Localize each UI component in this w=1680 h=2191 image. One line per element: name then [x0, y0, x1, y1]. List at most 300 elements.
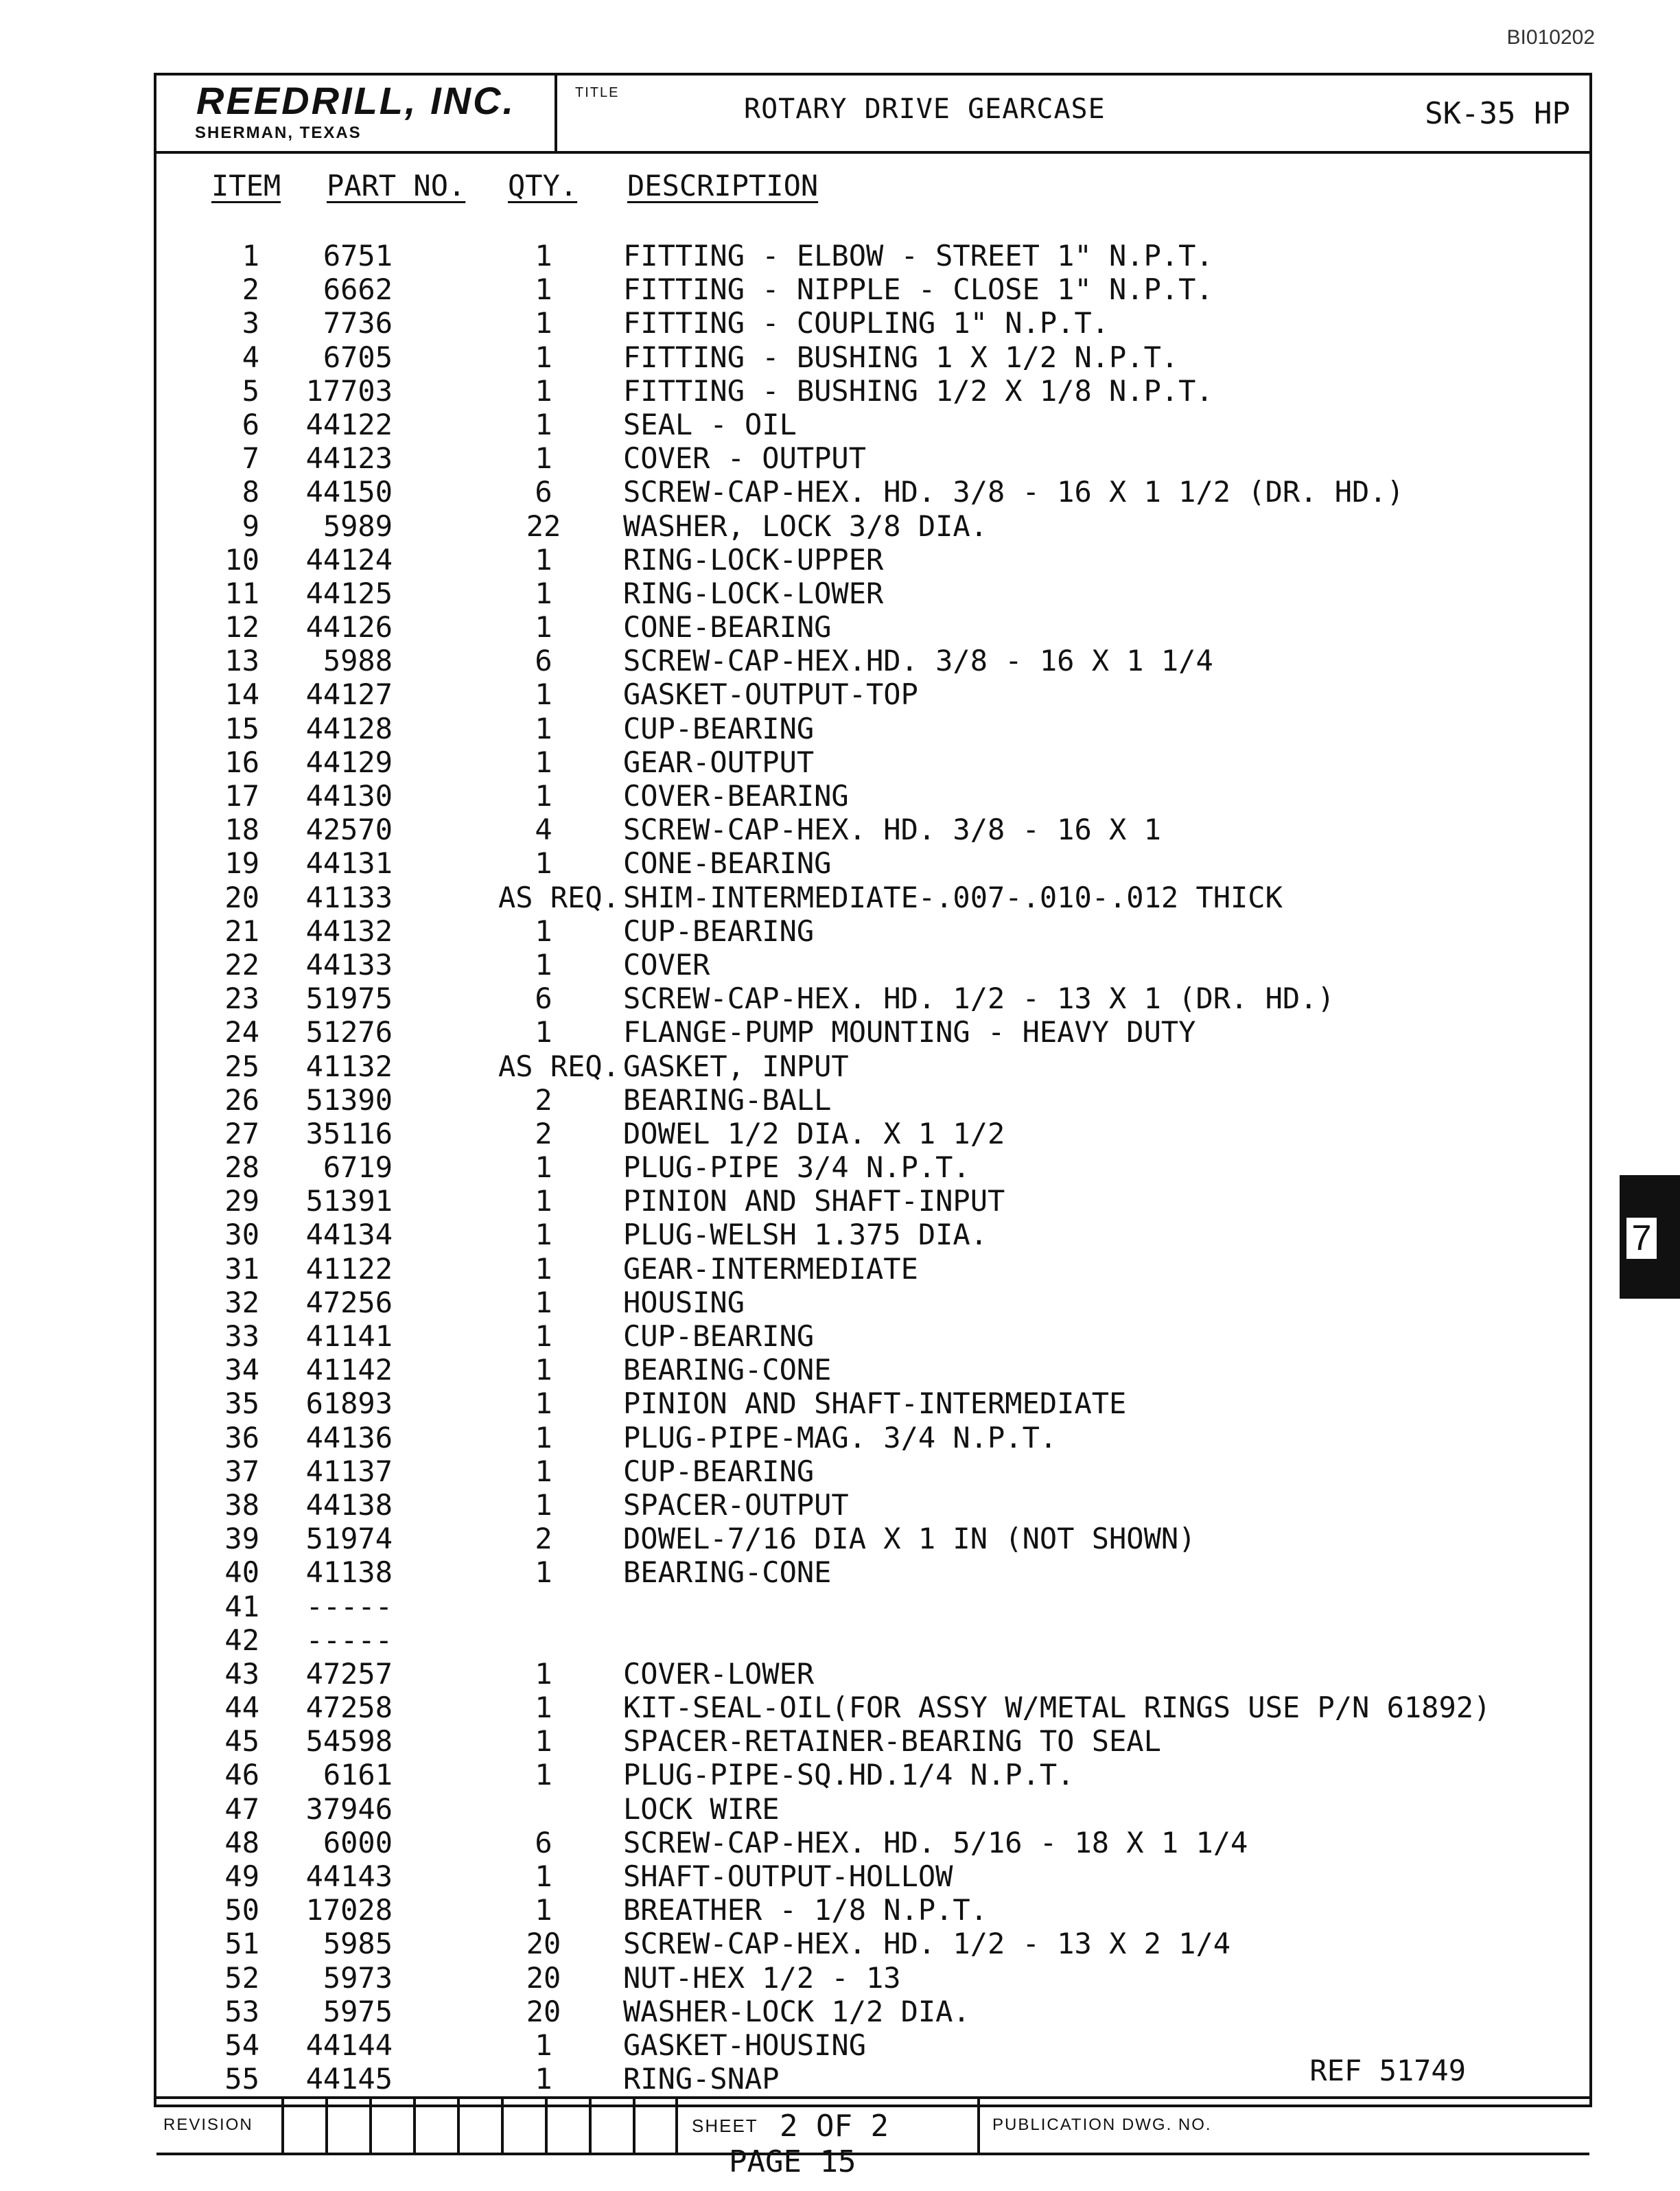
part-number: ----- [305, 1623, 393, 1657]
description: SPACER-RETAINER-BEARING TO SEAL [623, 1724, 1161, 1759]
part-number: 51975 [305, 982, 393, 1016]
quantity: 6 [535, 475, 552, 509]
quantity: 1 [535, 239, 552, 273]
quantity: 1 [535, 1420, 552, 1454]
column-header-part-no: PART NO. [327, 169, 466, 202]
table-row [156, 1590, 1589, 1623]
description: CONE-BEARING [623, 610, 832, 645]
table-row [156, 1353, 1589, 1387]
part-number: 41133 [305, 880, 393, 914]
publication-divider [977, 2099, 980, 2153]
table-row [156, 677, 1589, 711]
revision-cell [589, 2099, 592, 2153]
description: SPACER-OUTPUT [623, 1487, 849, 1522]
parts-table-body [156, 239, 1589, 2096]
description: SHIM-INTERMEDIATE-.007-.010-.012 THICK [623, 880, 1283, 914]
description: COVER [623, 947, 710, 982]
revision-cell [545, 2099, 548, 2153]
sheet-divider [675, 2099, 678, 2153]
item-number: 36 [224, 1420, 259, 1454]
table-row [156, 1691, 1589, 1724]
company-name: REEDRILL, INC. [196, 79, 516, 122]
quantity: 1 [535, 1285, 552, 1319]
description: PLUG-WELSH 1.375 DIA. [623, 1218, 988, 1252]
description: DOWEL 1/2 DIA. X 1 1/2 [623, 1116, 1005, 1150]
item-number: 12 [224, 610, 259, 645]
item-number: 40 [224, 1555, 259, 1590]
quantity: 1 [535, 779, 552, 813]
quantity: 1 [535, 1893, 552, 1927]
part-number: 44127 [305, 677, 393, 712]
quantity: 1 [535, 542, 552, 577]
description: PINION AND SHAFT-INPUT [623, 1184, 1005, 1218]
quantity: 1 [535, 1387, 552, 1421]
page-number: PAGE 15 [729, 2144, 856, 2179]
quantity: 1 [535, 846, 552, 881]
table-row [156, 712, 1589, 745]
part-number: 44129 [305, 745, 393, 779]
part-number: 5988 [323, 644, 393, 678]
part-number: 47258 [305, 1691, 393, 1725]
quantity: 1 [535, 1015, 552, 1050]
table-row [156, 543, 1589, 577]
quantity: 1 [535, 373, 552, 408]
item-number: 17 [224, 779, 259, 813]
revision-cell [281, 2099, 284, 2153]
description: DOWEL-7/16 DIA X 1 IN (NOT SHOWN) [623, 1522, 1196, 1556]
table-row [156, 1488, 1589, 1522]
description: CONE-BEARING [623, 846, 832, 881]
description: CUP-BEARING [623, 711, 815, 745]
description: WASHER-LOCK 1/2 DIA. [623, 1994, 970, 2028]
section-tab-number: 7 [1626, 1218, 1657, 1259]
table-row [156, 1286, 1589, 1319]
table-row [156, 374, 1589, 408]
table-row [156, 1961, 1589, 1995]
quantity: 1 [535, 1859, 552, 1893]
description: GEAR-INTERMEDIATE [623, 1251, 918, 1286]
item-number: 54 [224, 2028, 259, 2062]
table-row [156, 306, 1589, 340]
part-number: 44133 [305, 947, 393, 982]
item-number: 18 [224, 813, 259, 847]
quantity: 1 [535, 1184, 552, 1218]
description: COVER-BEARING [623, 779, 849, 813]
item-number: 25 [224, 1049, 259, 1083]
description: BREATHER - 1/8 N.P.T. [623, 1893, 988, 1927]
item-number: 2 [242, 273, 259, 307]
item-number: 39 [224, 1522, 259, 1556]
company-location: SHERMAN, TEXAS [195, 124, 362, 142]
part-number: 6719 [323, 1150, 393, 1185]
description: SCREW-CAP-HEX. HD. 1/2 - 13 X 1 (DR. HD.) [623, 982, 1335, 1016]
part-number: 41122 [305, 1251, 393, 1286]
quantity: 1 [535, 1555, 552, 1590]
quantity: AS REQ. [498, 880, 620, 914]
description: LOCK WIRE [623, 1792, 780, 1826]
part-number: 6705 [323, 340, 393, 374]
quantity: 20 [526, 1927, 561, 1961]
part-number: 44145 [305, 2062, 393, 2096]
section-tab[interactable] [1620, 1175, 1680, 1299]
part-number: 51276 [305, 1015, 393, 1050]
part-number: 17028 [305, 1893, 393, 1927]
quantity: 1 [535, 407, 552, 441]
description: BEARING-CONE [623, 1353, 832, 1387]
quantity: 1 [535, 2028, 552, 2062]
table-row [156, 239, 1589, 273]
description: FITTING - BUSHING 1 X 1/2 N.P.T. [623, 340, 1179, 374]
description: HOUSING [623, 1285, 745, 1319]
description: SCREW-CAP-HEX. HD. 1/2 - 13 X 2 1/4 [623, 1927, 1231, 1961]
part-number: 41137 [305, 1454, 393, 1488]
table-row [156, 1995, 1589, 2028]
table-row [156, 1083, 1589, 1117]
item-number: 15 [224, 711, 259, 745]
description: COVER - OUTPUT [623, 441, 867, 476]
table-row [156, 1050, 1589, 1083]
description: GASKET-OUTPUT-TOP [623, 677, 918, 712]
table-row [156, 1522, 1589, 1555]
item-number: 27 [224, 1116, 259, 1150]
description: RING-SNAP [623, 2062, 780, 2096]
publication-label: PUBLICATION DWG. NO. [992, 2115, 1212, 2134]
quantity: 1 [535, 1487, 552, 1522]
table-row [156, 1421, 1589, 1454]
table-row [156, 846, 1589, 880]
quantity: 22 [526, 509, 561, 543]
sheet-number: 2 OF 2 [780, 2109, 889, 2144]
revision-cell [457, 2099, 460, 2153]
table-row [156, 813, 1589, 846]
quantity: 1 [535, 947, 552, 982]
document-id: BI010202 [1506, 26, 1595, 49]
part-number: 35116 [305, 1116, 393, 1150]
quantity: 1 [535, 1691, 552, 1725]
item-number: 14 [224, 677, 259, 712]
company-block [156, 76, 557, 151]
part-number: 17703 [305, 373, 393, 408]
table-row [156, 1252, 1589, 1286]
item-number: 24 [224, 1015, 259, 1050]
quantity: 6 [535, 982, 552, 1016]
item-number: 52 [224, 1960, 259, 1995]
quantity: 1 [535, 1724, 552, 1759]
table-row [156, 340, 1589, 374]
item-number: 50 [224, 1893, 259, 1927]
part-number: 44143 [305, 1859, 393, 1893]
description: PLUG-PIPE-MAG. 3/4 N.P.T. [623, 1420, 1058, 1454]
quantity: 1 [535, 711, 552, 745]
description: NUT-HEX 1/2 - 13 [623, 1960, 901, 1995]
quantity: 2 [535, 1522, 552, 1556]
description: SCREW-CAP-HEX. HD. 3/8 - 16 X 1 [623, 813, 1161, 847]
part-number: 5989 [323, 509, 393, 543]
description: GEAR-OUTPUT [623, 745, 815, 779]
part-number: 5985 [323, 1927, 393, 1961]
description: CUP-BEARING [623, 1454, 815, 1488]
quantity: 1 [535, 745, 552, 779]
item-number: 11 [224, 576, 259, 610]
description: PINION AND SHAFT-INTERMEDIATE [623, 1387, 1127, 1421]
model-number: SK-35 HP [1425, 96, 1570, 131]
item-number: 42 [224, 1623, 259, 1657]
part-number: 6000 [323, 1825, 393, 1859]
table-row [156, 779, 1589, 813]
part-number: 44126 [305, 610, 393, 645]
item-number: 19 [224, 846, 259, 881]
description: RING-LOCK-UPPER [623, 542, 884, 577]
item-number: 22 [224, 947, 259, 982]
item-number: 47 [224, 1792, 259, 1826]
drawing-title: ROTARY DRIVE GEARCASE [744, 93, 1106, 125]
description: SHAFT-OUTPUT-HOLLOW [623, 1859, 953, 1893]
column-header-qty: QTY. [508, 169, 578, 202]
item-number: 1 [242, 239, 259, 273]
item-number: 29 [224, 1184, 259, 1218]
part-number: 44123 [305, 441, 393, 476]
table-row [156, 982, 1589, 1015]
quantity: AS REQ. [498, 1049, 620, 1083]
part-number: 5973 [323, 1960, 393, 1995]
title-block [156, 76, 1589, 154]
part-number: 44144 [305, 2028, 393, 2062]
table-row [156, 1387, 1589, 1420]
item-number: 8 [242, 475, 259, 509]
table-row [156, 1015, 1589, 1049]
part-number: 44134 [305, 1218, 393, 1252]
item-number: 51 [224, 1927, 259, 1961]
table-row [156, 1150, 1589, 1184]
item-number: 10 [224, 542, 259, 577]
item-number: 28 [224, 1150, 259, 1185]
item-number: 41 [224, 1589, 259, 1623]
table-row [156, 1826, 1589, 1859]
revision-cell [325, 2099, 328, 2153]
quantity: 4 [535, 813, 552, 847]
part-number: 47256 [305, 1285, 393, 1319]
description: BEARING-BALL [623, 1082, 832, 1117]
revision-cell [413, 2099, 416, 2153]
description: FLANGE-PUMP MOUNTING - HEAVY DUTY [623, 1015, 1196, 1050]
quantity: 1 [535, 1656, 552, 1691]
item-number: 49 [224, 1859, 259, 1893]
revision-cell [633, 2099, 635, 2153]
item-number: 55 [224, 2062, 259, 2096]
table-row [156, 1792, 1589, 1826]
table-row [156, 881, 1589, 914]
description: FITTING - NIPPLE - CLOSE 1" N.P.T. [623, 273, 1213, 307]
quantity: 1 [535, 2062, 552, 2096]
part-number: 44132 [305, 914, 393, 948]
part-number: 61893 [305, 1387, 393, 1421]
part-number: 47257 [305, 1656, 393, 1691]
item-number: 44 [224, 1691, 259, 1725]
quantity: 1 [535, 914, 552, 948]
part-number: 42570 [305, 813, 393, 847]
item-number: 3 [242, 306, 259, 340]
item-number: 45 [224, 1724, 259, 1759]
description: BEARING-CONE [623, 1555, 832, 1590]
table-row [156, 1319, 1589, 1353]
description: SCREW-CAP-HEX.HD. 3/8 - 16 X 1 1/4 [623, 644, 1213, 678]
quantity: 20 [526, 1994, 561, 2028]
part-number: 44122 [305, 407, 393, 441]
part-number: 44128 [305, 711, 393, 745]
quantity: 1 [535, 1454, 552, 1488]
quantity: 1 [535, 441, 552, 476]
table-row [156, 1555, 1589, 1589]
table-row [156, 441, 1589, 475]
item-number: 43 [224, 1656, 259, 1691]
column-header-item: ITEM [211, 169, 281, 202]
quantity: 1 [535, 306, 552, 340]
quantity: 6 [535, 1825, 552, 1859]
quantity: 2 [535, 1116, 552, 1150]
part-number: 51391 [305, 1184, 393, 1218]
part-number: 37946 [305, 1792, 393, 1826]
description: WASHER, LOCK 3/8 DIA. [623, 509, 988, 543]
table-row [156, 1657, 1589, 1691]
table-row [156, 948, 1589, 982]
quantity: 1 [535, 1319, 552, 1353]
table-row [156, 509, 1589, 543]
part-number: 44138 [305, 1487, 393, 1522]
table-row [156, 1927, 1589, 1960]
sheet-label: SHEET [692, 2115, 758, 2136]
item-number: 34 [224, 1353, 259, 1387]
item-number: 35 [224, 1387, 259, 1421]
item-number: 16 [224, 745, 259, 779]
table-row [156, 1454, 1589, 1488]
item-number: 13 [224, 644, 259, 678]
quantity: 1 [535, 1353, 552, 1387]
part-number: 41142 [305, 1353, 393, 1387]
part-number: ----- [305, 1589, 393, 1623]
item-number: 4 [242, 340, 259, 374]
column-header-description: DESCRIPTION [627, 169, 819, 202]
quantity: 1 [535, 1218, 552, 1252]
table-row [156, 1724, 1589, 1758]
part-number: 41138 [305, 1555, 393, 1590]
description: SCREW-CAP-HEX. HD. 3/8 - 16 X 1 1/2 (DR. HD.) [623, 475, 1404, 509]
part-number: 41141 [305, 1319, 393, 1353]
item-number: 33 [224, 1319, 259, 1353]
title-caption: TITLE [575, 85, 620, 100]
part-number: 44124 [305, 542, 393, 577]
item-number: 53 [224, 1994, 259, 2028]
description: FITTING - COUPLING 1" N.P.T. [623, 306, 1110, 340]
quantity: 1 [535, 576, 552, 610]
item-number: 26 [224, 1082, 259, 1117]
description: COVER-LOWER [623, 1656, 815, 1691]
item-number: 31 [224, 1251, 259, 1286]
item-number: 48 [224, 1825, 259, 1859]
table-row [156, 745, 1589, 779]
description: SEAL - OIL [623, 407, 797, 441]
table-row [156, 914, 1589, 948]
quantity: 1 [535, 677, 552, 712]
quantity: 1 [535, 1758, 552, 1792]
table-row [156, 1623, 1589, 1657]
table-row [156, 408, 1589, 441]
item-number: 21 [224, 914, 259, 948]
description: FITTING - BUSHING 1/2 X 1/8 N.P.T. [623, 373, 1213, 408]
quantity: 1 [535, 340, 552, 374]
part-number: 7736 [323, 306, 393, 340]
table-row [156, 273, 1589, 306]
table-row [156, 475, 1589, 509]
parts-list-sheet [154, 73, 1592, 2144]
description: RING-LOCK-LOWER [623, 576, 884, 610]
part-number: 54598 [305, 1724, 393, 1759]
quantity: 1 [535, 273, 552, 307]
description: CUP-BEARING [623, 1319, 815, 1353]
part-number: 44131 [305, 846, 393, 881]
part-number: 44125 [305, 576, 393, 610]
part-number: 44150 [305, 475, 393, 509]
quantity: 1 [535, 1150, 552, 1185]
reference-note: REF 51749 [1309, 2054, 1466, 2087]
table-row [156, 610, 1589, 644]
revision-footer [156, 2096, 1589, 2155]
item-number: 7 [242, 441, 259, 476]
description: FITTING - ELBOW - STREET 1" N.P.T. [623, 239, 1213, 273]
table-row [156, 1218, 1589, 1251]
table-row [156, 577, 1589, 610]
part-number: 6751 [323, 239, 393, 273]
table-row [156, 1893, 1589, 1927]
part-number: 44136 [305, 1420, 393, 1454]
revision-cell [369, 2099, 372, 2153]
table-row [156, 1758, 1589, 1792]
description: GASKET, INPUT [623, 1049, 849, 1083]
item-number: 32 [224, 1285, 259, 1319]
part-number: 5975 [323, 1994, 393, 2028]
revision-cell [501, 2099, 504, 2153]
item-number: 5 [242, 373, 259, 408]
quantity: 2 [535, 1082, 552, 1117]
item-number: 9 [242, 509, 259, 543]
part-number: 41132 [305, 1049, 393, 1083]
item-number: 20 [224, 880, 259, 914]
item-number: 23 [224, 982, 259, 1016]
item-number: 46 [224, 1758, 259, 1792]
item-number: 30 [224, 1218, 259, 1252]
description: GASKET-HOUSING [623, 2028, 867, 2062]
revision-label: REVISION [163, 2115, 253, 2134]
description: PLUG-PIPE 3/4 N.P.T. [623, 1150, 970, 1185]
table-row [156, 1859, 1589, 1893]
part-number: 51974 [305, 1522, 393, 1556]
item-number: 37 [224, 1454, 259, 1488]
quantity: 1 [535, 1251, 552, 1286]
description: SCREW-CAP-HEX. HD. 5/16 - 18 X 1 1/4 [623, 1825, 1248, 1859]
description: KIT-SEAL-OIL(FOR ASSY W/METAL RINGS USE P/N 61892) [623, 1691, 1491, 1725]
part-number: 6161 [323, 1758, 393, 1792]
part-number: 44130 [305, 779, 393, 813]
item-number: 38 [224, 1487, 259, 1522]
quantity: 6 [535, 644, 552, 678]
table-row [156, 1184, 1589, 1218]
item-number: 6 [242, 407, 259, 441]
table-row [156, 1117, 1589, 1150]
part-number: 51390 [305, 1082, 393, 1117]
quantity: 1 [535, 610, 552, 645]
description: PLUG-PIPE-SQ.HD.1/4 N.P.T. [623, 1758, 1075, 1792]
table-row [156, 644, 1589, 677]
quantity: 20 [526, 1960, 561, 1995]
